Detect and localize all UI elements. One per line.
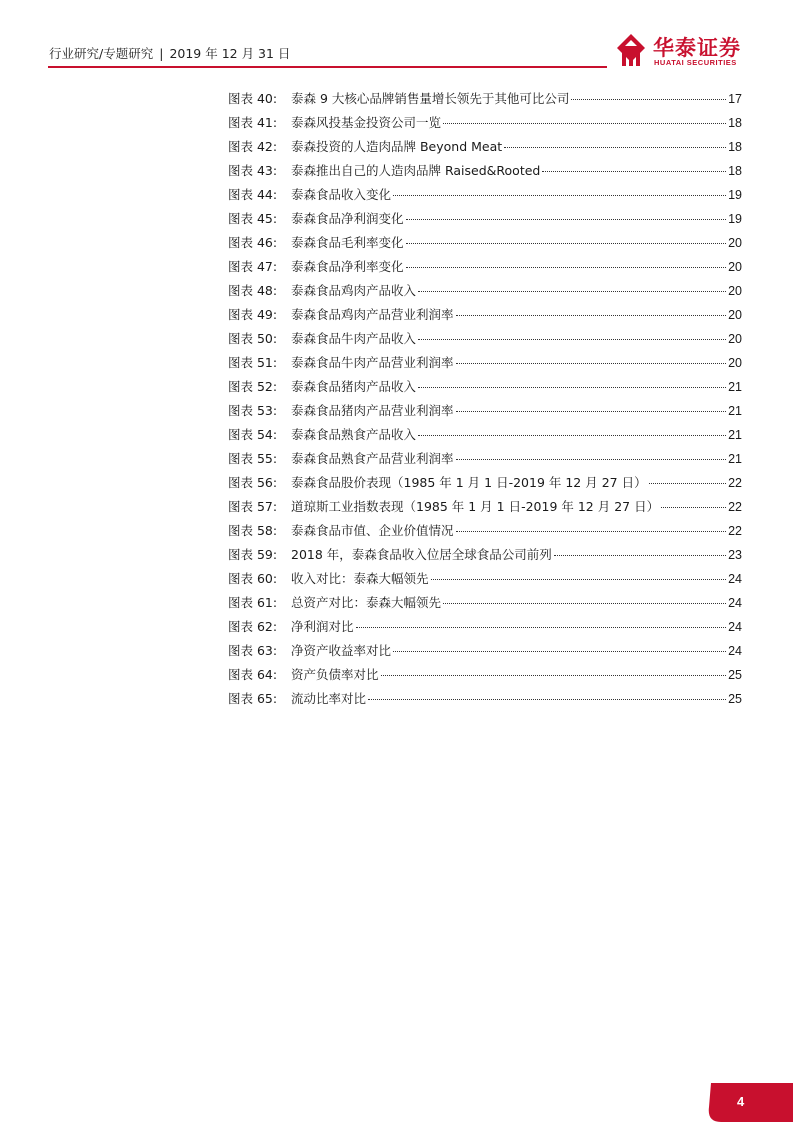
toc-entry[interactable] xyxy=(228,425,742,449)
toc-entry-page: 18 xyxy=(728,164,742,178)
toc-entry[interactable] xyxy=(228,113,742,137)
toc-entry-page: 21 xyxy=(728,404,742,418)
toc-entry[interactable] xyxy=(228,185,742,209)
header-separator: | xyxy=(159,46,164,61)
toc-entry[interactable] xyxy=(228,329,742,353)
toc-entry[interactable] xyxy=(228,569,742,593)
toc-leader-dots xyxy=(406,243,727,244)
toc-entry-page: 22 xyxy=(728,524,742,538)
toc-entry-title: 泰森 9 大核心品牌销售量增长领先于其他可比公司 xyxy=(291,91,570,106)
toc-entry-title: 泰森风投基金投资公司一览 xyxy=(291,115,442,130)
toc-entry-page: 19 xyxy=(728,188,742,202)
header-rule xyxy=(48,66,607,68)
toc-entry-label: 图表 62: xyxy=(228,619,278,634)
toc-entry-page: 20 xyxy=(728,308,742,322)
toc-entry[interactable] xyxy=(228,401,742,425)
toc-entry-label: 图表 58: xyxy=(228,523,278,538)
toc-entry-page: 20 xyxy=(728,284,742,298)
toc-entry-title: 资产负债率对比 xyxy=(291,667,379,682)
toc-leader-dots xyxy=(542,171,726,172)
toc-entry[interactable] xyxy=(228,377,742,401)
huatai-logo-icon xyxy=(615,32,647,68)
toc-entry[interactable] xyxy=(228,449,742,473)
toc-entry-page: 24 xyxy=(728,596,742,610)
header-text xyxy=(49,44,290,62)
toc-entry-label: 图表 55: xyxy=(228,451,278,466)
toc-entry-label: 图表 53: xyxy=(228,403,278,418)
toc-entry-title: 泰森食品猪肉产品营业利润率 xyxy=(291,403,454,418)
toc-entry-title: 流动比率对比 xyxy=(291,691,367,706)
toc-leader-dots xyxy=(456,459,727,460)
toc-entry-page: 22 xyxy=(728,476,742,490)
report-date: 2019 年 12 月 31 日 xyxy=(169,46,291,61)
logo-name-en: HUATAI SECURITIES xyxy=(654,58,737,67)
toc-leader-dots xyxy=(418,435,726,436)
toc-entry-title: 2018 年，泰森食品收入位居全球食品公司前列 xyxy=(291,547,552,562)
toc-entry-page: 20 xyxy=(728,356,742,370)
toc-entry[interactable] xyxy=(228,593,742,617)
toc-entry-label: 图表 47: xyxy=(228,259,278,274)
toc-leader-dots xyxy=(356,627,727,628)
toc-entry-title: 泰森食品猪肉产品收入 xyxy=(291,379,417,394)
toc-entry-label: 图表 48: xyxy=(228,283,278,298)
toc-entry-page: 24 xyxy=(728,644,742,658)
toc-entry[interactable] xyxy=(228,233,742,257)
toc-entry-page: 25 xyxy=(728,692,742,706)
toc-entry-title: 泰森食品熟食产品营业利润率 xyxy=(291,451,454,466)
toc-entry[interactable] xyxy=(228,257,742,281)
toc-entry-page: 25 xyxy=(728,668,742,682)
toc-entry-label: 图表 52: xyxy=(228,379,278,394)
toc-entry[interactable] xyxy=(228,689,742,713)
toc-leader-dots xyxy=(418,291,726,292)
toc-entry[interactable] xyxy=(228,497,742,521)
toc-entry-label: 图表 45: xyxy=(228,211,278,226)
toc-entry[interactable] xyxy=(228,281,742,305)
toc-entry-title: 泰森食品股价表现（1985 年 1 月 1 日-2019 年 12 月 27 日） xyxy=(291,475,647,490)
toc-entry[interactable] xyxy=(228,137,742,161)
toc-entry-page: 21 xyxy=(728,452,742,466)
toc-entry-page: 20 xyxy=(728,332,742,346)
toc-leader-dots xyxy=(393,651,726,652)
toc-entry-title: 泰森食品净利润变化 xyxy=(291,211,404,226)
toc-entry-title: 净利润对比 xyxy=(291,619,354,634)
company-logo xyxy=(615,32,745,68)
toc-leader-dots xyxy=(418,339,726,340)
table-of-figures xyxy=(228,89,742,713)
toc-entry-label: 图表 59: xyxy=(228,547,278,562)
toc-entry-title: 泰森食品净利率变化 xyxy=(291,259,404,274)
toc-leader-dots xyxy=(381,675,727,676)
toc-leader-dots xyxy=(418,387,726,388)
toc-entry[interactable] xyxy=(228,473,742,497)
toc-leader-dots xyxy=(443,603,726,604)
toc-entry-page: 20 xyxy=(728,236,742,250)
toc-entry-label: 图表 60: xyxy=(228,571,278,586)
toc-entry-title: 泰森食品鸡肉产品收入 xyxy=(291,283,417,298)
toc-entry-title: 泰森食品牛肉产品收入 xyxy=(291,331,417,346)
toc-entry-title: 泰森食品毛利率变化 xyxy=(291,235,404,250)
toc-entry-label: 图表 61: xyxy=(228,595,278,610)
toc-entry[interactable] xyxy=(228,353,742,377)
toc-leader-dots xyxy=(456,531,727,532)
toc-leader-dots xyxy=(456,363,727,364)
toc-leader-dots xyxy=(406,219,727,220)
toc-leader-dots xyxy=(368,699,726,700)
toc-entry-label: 图表 56: xyxy=(228,475,278,490)
toc-entry-page: 21 xyxy=(728,380,742,394)
toc-entry[interactable] xyxy=(228,305,742,329)
toc-entry-label: 图表 49: xyxy=(228,307,278,322)
toc-entry-label: 图表 46: xyxy=(228,235,278,250)
toc-entry[interactable] xyxy=(228,521,742,545)
toc-leader-dots xyxy=(456,411,727,412)
toc-entry-title: 泰森食品市值、企业价值情况 xyxy=(291,523,454,538)
toc-entry[interactable] xyxy=(228,209,742,233)
page-number: 4 xyxy=(737,1094,745,1109)
toc-entry-page: 23 xyxy=(728,548,742,562)
toc-entry-title: 泰森食品收入变化 xyxy=(291,187,392,202)
toc-entry-page: 18 xyxy=(728,116,742,130)
toc-entry-title: 总资产对比：泰森大幅领先 xyxy=(291,595,442,610)
toc-entry-title: 泰森食品熟食产品收入 xyxy=(291,427,417,442)
toc-entry-title: 净资产收益率对比 xyxy=(291,643,392,658)
toc-entry-page: 24 xyxy=(728,572,742,586)
toc-leader-dots xyxy=(456,315,727,316)
toc-entry-label: 图表 63: xyxy=(228,643,278,658)
toc-entry-page: 19 xyxy=(728,212,742,226)
toc-entry-label: 图表 44: xyxy=(228,187,278,202)
toc-entry-label: 图表 41: xyxy=(228,115,278,130)
toc-entry-page: 22 xyxy=(728,500,742,514)
toc-entry-label: 图表 43: xyxy=(228,163,278,178)
toc-leader-dots xyxy=(661,507,726,508)
toc-entry-title: 泰森食品牛肉产品营业利润率 xyxy=(291,355,454,370)
toc-leader-dots xyxy=(443,123,726,124)
toc-leader-dots xyxy=(554,555,726,556)
logo-name-cn: 华泰证券 xyxy=(653,36,741,60)
toc-entry-title: 道琼斯工业指数表现（1985 年 1 月 1 日-2019 年 12 月 27 日） xyxy=(291,499,660,514)
toc-entry[interactable] xyxy=(228,545,742,569)
toc-entry-label: 图表 51: xyxy=(228,355,278,370)
toc-entry-page: 21 xyxy=(728,428,742,442)
toc-entry-title: 收入对比：泰森大幅领先 xyxy=(291,571,429,586)
toc-entry-page: 17 xyxy=(728,92,742,106)
toc-entry[interactable] xyxy=(228,665,742,689)
report-category: 行业研究/专题研究 xyxy=(49,46,154,61)
toc-entry-title: 泰森推出自己的人造肉品牌 Raised&Rooted xyxy=(291,163,541,178)
toc-entry[interactable] xyxy=(228,641,742,665)
toc-entry-label: 图表 65: xyxy=(228,691,278,706)
toc-entry[interactable] xyxy=(228,161,742,185)
toc-entry[interactable] xyxy=(228,617,742,641)
toc-entry-label: 图表 54: xyxy=(228,427,278,442)
toc-leader-dots xyxy=(393,195,726,196)
toc-entry-title: 泰森投资的人造肉品牌 Beyond Meat xyxy=(291,139,503,154)
toc-entry-label: 图表 42: xyxy=(228,139,278,154)
toc-entry-page: 24 xyxy=(728,620,742,634)
toc-entry-page: 18 xyxy=(728,140,742,154)
toc-leader-dots xyxy=(571,99,726,100)
toc-entry-label: 图表 57: xyxy=(228,499,278,514)
toc-entry-page: 20 xyxy=(728,260,742,274)
toc-leader-dots xyxy=(431,579,727,580)
toc-entry-label: 图表 64: xyxy=(228,667,278,682)
toc-leader-dots xyxy=(504,147,726,148)
toc-entry[interactable] xyxy=(228,89,742,113)
toc-entry-label: 图表 40: xyxy=(228,91,278,106)
page-number-badge xyxy=(707,1083,793,1122)
toc-leader-dots xyxy=(406,267,727,268)
toc-entry-label: 图表 50: xyxy=(228,331,278,346)
toc-leader-dots xyxy=(649,483,727,484)
toc-entry-title: 泰森食品鸡肉产品营业利润率 xyxy=(291,307,454,322)
